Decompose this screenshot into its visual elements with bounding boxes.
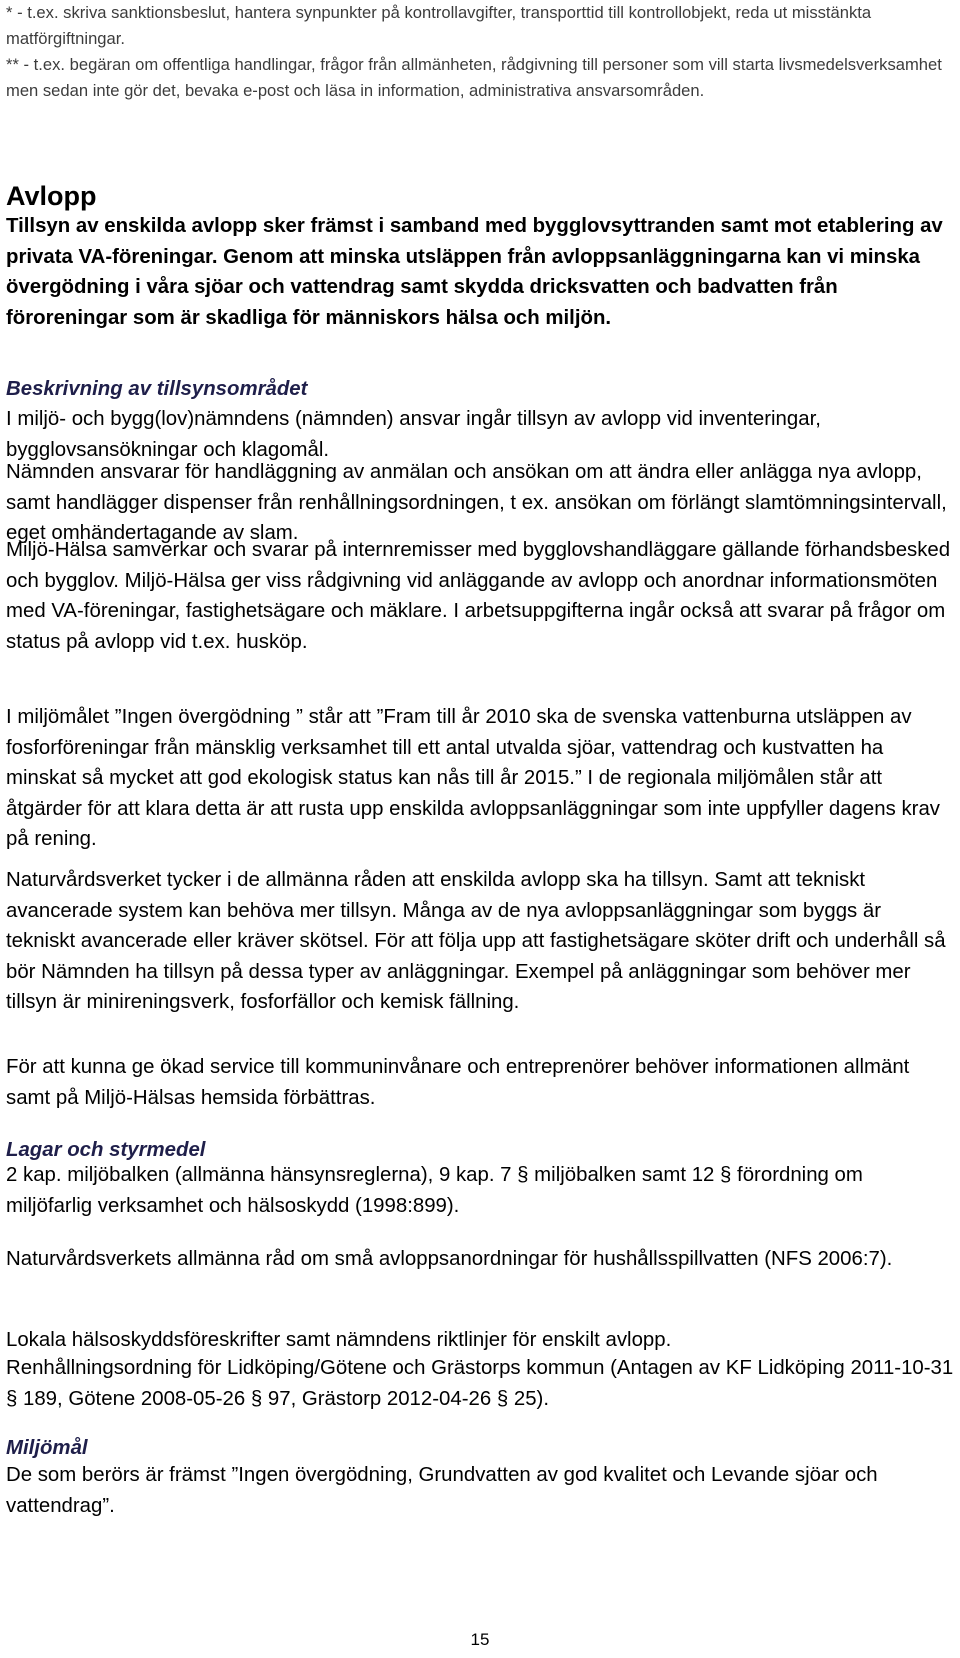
description-line-2: Nämnden ansvarar för handläggning av anmälan och ansökan om att ändra eller anlägga nya avlopp, samt handlägger dispenser från renhållningsordningen, t ex. ansökan om förlängt slamtömningsintervall, eget omhändertagande av slam.: [6, 461, 947, 544]
laws-line-1: 2 kap. miljöbalken (allmänna hänsynsreglerna), 9 kap. 7 § miljöbalken samt 12 § förordning om miljöfarlig verksamhet och hälsoskydd (1998:899).: [6, 1164, 863, 1217]
goals-text: De som berörs är främst ”Ingen övergödning, Grundvatten av god kvalitet och Levande sjöar och vattendrag”.: [6, 1464, 878, 1517]
page-number: 15: [470, 1630, 490, 1649]
laws-line-3: Lokala hälsoskyddsföreskrifter samt nämndens riktlinjer för enskilt avlopp.: [6, 1329, 672, 1351]
description-line-3: Miljö-Hälsa samverkar och svarar på internremisser med bygglovshandläggare gällande förhandsbesked och bygglov. Miljö-Hälsa ger viss rådgivning vid anläggande av avlopp och anordnar informationsmöten med VA-föreningar, fastighetsägare och mäklare. I arbetsuppgifterna ingår också att svarar på frågor om status på avlopp vid t.ex. husköp.: [6, 539, 951, 653]
laws-line-2: Naturvårdsverkets allmänna råd om små avloppsanordningar för hushållsspillvatten (NFS 2006:7).: [6, 1248, 893, 1270]
paragraph-naturvard: Naturvårdsverket tycker i de allmänna råden att enskilda avlopp ska ha tillsyn. Samt att tekniskt avancerade system kan behöva mer tillsyn. Många av de nya avloppsanläggningar som byggs är tekniskt avancerade eller kräver skötsel. För att följa upp att fastighetsägare sköter drift och underhåll så bör Nämnden ha tillsyn på dessa typer av anläggningar. Exempel på anläggningar som behöver mer tillsyn är minireningsverk, fosforfällor och kemisk fällning.: [6, 869, 946, 1013]
goals-heading: Miljömål: [6, 1437, 88, 1459]
section-intro: Tillsyn av enskilda avlopp sker främst i samband med bygglovsyttranden samt mot etablering av privata VA-föreningar. Genom att minska utsläppen från avloppsanläggningarna kan vi minska övergödning i våra sjöar och vattendrag samt skydda dricksvatten och badvatten från föroreningar som är skadliga för människors hälsa och miljön.: [6, 215, 943, 329]
footnote-1: * - t.ex. skriva sanktionsbeslut, hantera synpunkter på kontrollavgifter, transporttid till kontrollobjekt, reda ut misstänkta matförgiftningar.: [6, 3, 872, 48]
laws-line-4: Renhållningsordning för Lidköping/Götene och Grästorps kommun (Antagen av KF Lidköping 2011-10-31 § 189, Götene 2008-05-26 § 97, Grästorp 2012-04-26 § 25).: [6, 1357, 954, 1410]
section-heading: Avlopp: [6, 181, 97, 211]
footnote-2: ** - t.ex. begäran om offentliga handlingar, frågor från allmänheten, rådgivning till personer som vill starta livsmedelsverksamhet men sedan inte gör det, bevaka e-post och läsa in information, administrativa ansvarsområden.: [6, 55, 942, 100]
paragraph-service: För att kunna ge ökad service till kommuninvånare och entreprenörer behöver informationen allmänt samt på Miljö-Hälsas hemsida förbättras.: [6, 1056, 910, 1109]
paragraph-miljomal: I miljömålet ”Ingen övergödning ” står att ”Fram till år 2010 ska de svenska vattenburna utsläppen av fosforföreningar från mänsklig verksamhet till ett antal utvalda sjöar, vattendrag och kustvatten ha minskat så mycket att god ekologisk status kan nås till år 2015.” I de regionala miljömålen står att åtgärder för att klara detta är att rusta upp enskilda avloppsanläggningar som inte uppfyller dagens krav på rening.: [6, 706, 940, 850]
laws-heading: Lagar och styrmedel: [6, 1139, 206, 1161]
description-line-1: I miljö- och bygg(lov)nämndens (nämnden) ansvar ingår tillsyn av avlopp vid inventeringar, bygglovsansökningar och klagomål.: [6, 408, 821, 461]
description-heading: Beskrivning av tillsynsområdet: [6, 378, 308, 400]
